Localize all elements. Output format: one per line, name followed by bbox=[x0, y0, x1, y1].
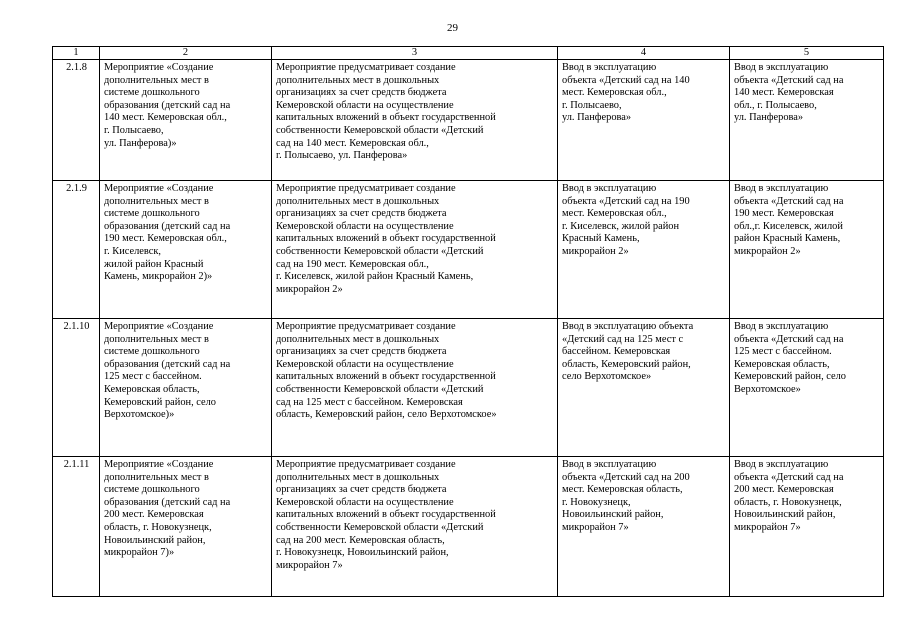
event-cell: Мероприятие «Создание дополнительных мест в системе дошкольного образования (детский сад на 200 мест. Кемеровская область, г. Новокузнецк, Новоильинский район, микрорайон 7)» bbox=[100, 457, 272, 597]
event-cell: Мероприятие «Создание дополнительных мест в системе дошкольного образования (детский сад на 125 мест с бассейном. Кемеровская область, Кемеровский район, село Верхотомское)» bbox=[100, 319, 272, 457]
table-row bbox=[53, 60, 884, 181]
column-header: 5 bbox=[730, 47, 884, 60]
measures-table bbox=[52, 46, 884, 597]
result-cell-2: Ввод в эксплуатацию объекта «Детский сад на 190 мест. Кемеровская обл.,г. Киселевск, жилой район Красный Камень, микрорайон 2» bbox=[730, 181, 884, 319]
description-cell: Мероприятие предусматривает создание дополнительных мест в дошкольных организациях за счет средств бюджета Кемеровской области на осуществление капитальных вложений в объект государственной собственности Кемеровской области «Детский сад на 125 мест с бассейном. Кемеровская область, Кемеровский район, село Верхотомское» bbox=[272, 319, 558, 457]
event-cell: Мероприятие «Создание дополнительных мест в системе дошкольного образования (детский сад на 190 мест. Кемеровская обл., г. Киселевск, жилой район Красный Камень, микрорайон 2)» bbox=[100, 181, 272, 319]
column-header: 1 bbox=[53, 47, 100, 60]
result-cell: Ввод в эксплуатацию объекта «Детский сад на 200 мест. Кемеровская область, г. Новокузнецк, Новоильинский район, микрорайон 7» bbox=[558, 457, 730, 597]
row-number: 2.1.10 bbox=[53, 319, 100, 457]
column-header: 4 bbox=[558, 47, 730, 60]
column-header: 3 bbox=[272, 47, 558, 60]
table-row bbox=[53, 457, 884, 597]
result-cell: Ввод в эксплуатацию объекта «Детский сад на 140 мест. Кемеровская обл., г. Полысаево, ул. Панферова» bbox=[558, 60, 730, 181]
description-cell: Мероприятие предусматривает создание дополнительных мест в дошкольных организациях за счет средств бюджета Кемеровской области на осуществление капитальных вложений в объект государственной собственности Кемеровской области «Детский сад на 190 мест. Кемеровская обл., г. Киселевск, жилой район Красный Камень, микрорайон 2» bbox=[272, 181, 558, 319]
result-cell-2: Ввод в эксплуатацию объекта «Детский сад на 140 мест. Кемеровская обл., г. Полысаево, ул. Панферова» bbox=[730, 60, 884, 181]
table-row bbox=[53, 181, 884, 319]
event-cell: Мероприятие «Создание дополнительных мест в системе дошкольного образования (детский сад на 140 мест. Кемеровская обл., г. Полысаево, ул. Панферова)» bbox=[100, 60, 272, 181]
result-cell: Ввод в эксплуатацию объекта «Детский сад на 125 мест с бассейном. Кемеровская область, Кемеровский район, село Верхотомское» bbox=[558, 319, 730, 457]
page-number: 29 bbox=[447, 22, 458, 34]
table-header-row bbox=[53, 47, 884, 60]
table-row bbox=[53, 319, 884, 457]
row-number: 2.1.9 bbox=[53, 181, 100, 319]
result-cell-2: Ввод в эксплуатацию объекта «Детский сад на 200 мест. Кемеровская область, г. Новокузнецк, Новоильинский район, микрорайон 7» bbox=[730, 457, 884, 597]
description-cell: Мероприятие предусматривает создание дополнительных мест в дошкольных организациях за счет средств бюджета Кемеровской области на осуществление капитальных вложений в объект государственной собственности Кемеровской области «Детский сад на 200 мест. Кемеровская область, г. Новокузнецк, Новоильинский район, микрорайон 7» bbox=[272, 457, 558, 597]
result-cell: Ввод в эксплуатацию объекта «Детский сад на 190 мест. Кемеровская обл., г. Киселевск, жилой район Красный Камень, микрорайон 2» bbox=[558, 181, 730, 319]
description-cell: Мероприятие предусматривает создание дополнительных мест в дошкольных организациях за счет средств бюджета Кемеровской области на осуществление капитальных вложений в объект государственной собственности Кемеровской области «Детский сад на 140 мест. Кемеровская обл., г. Полысаево, ул. Панферова» bbox=[272, 60, 558, 181]
result-cell-2: Ввод в эксплуатацию объекта «Детский сад на 125 мест с бассейном. Кемеровская область, Кемеровский район, село Верхотомское» bbox=[730, 319, 884, 457]
row-number: 2.1.11 bbox=[53, 457, 100, 597]
row-number: 2.1.8 bbox=[53, 60, 100, 181]
column-header: 2 bbox=[100, 47, 272, 60]
